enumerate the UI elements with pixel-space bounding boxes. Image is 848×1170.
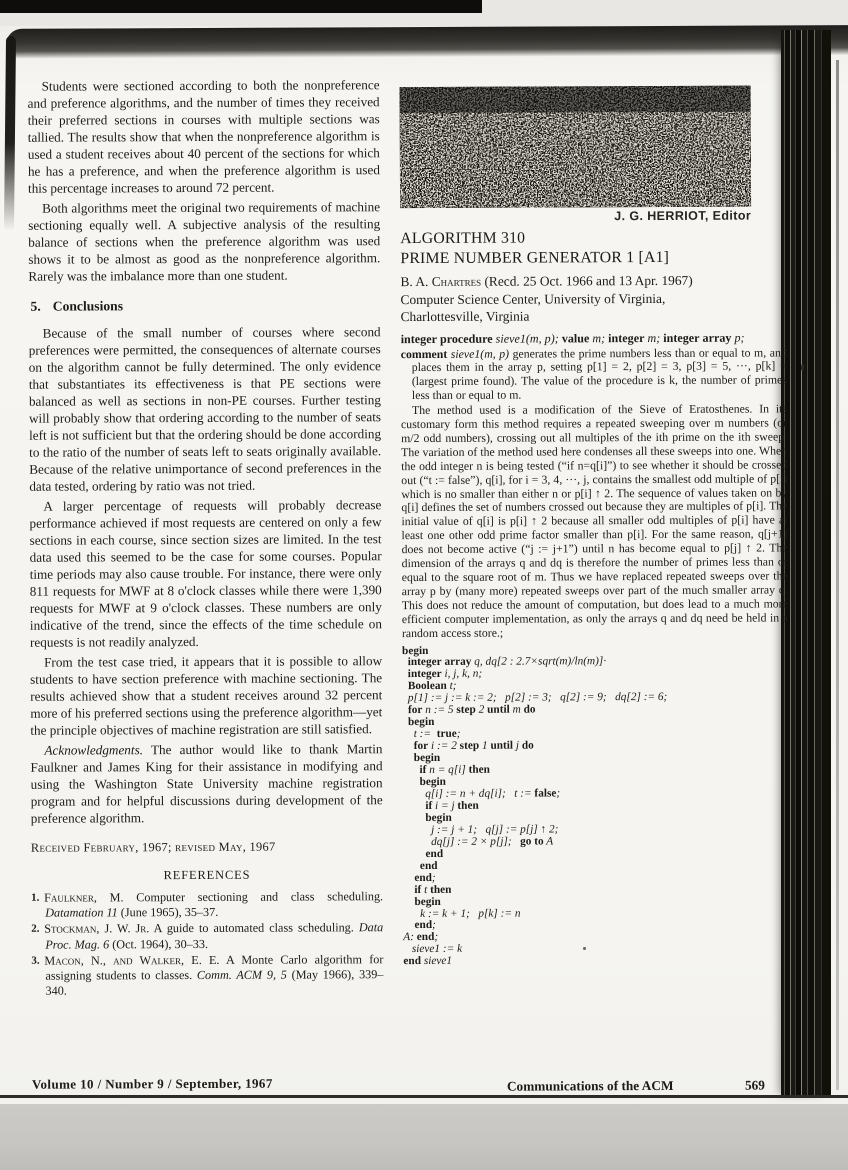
right-column	[400, 227, 789, 968]
scan-speck	[583, 947, 586, 950]
reference-pages: (May 1966), 339–340.	[45, 967, 384, 998]
author-name: B. A. Chartres	[400, 273, 482, 290]
footer-rule	[0, 1095, 848, 1098]
section-title: Conclusions	[52, 298, 124, 314]
paragraph: A larger percentage of requests will probably decrease performance achieved if most requests are centered on only a few sections in each course, since section sizes are limited. In the test data used this seemed to be the case for some courses. Popular time periods may also cause trouble. For instance, there were only 811 requests for MWF at 8 o'clock classes while there were 1,390 requests for MWF at 9 o'clock classes. These numbers are only indicative of the trend, since the effects of the time schedule on requests is not readily analyzed.	[29, 497, 382, 650]
procedure-declaration: integer procedure sieve1(m, p); value m; integer m; integer array p;	[400, 330, 745, 346]
section-number: 5.	[30, 298, 41, 314]
reference-pages: (June 1965), 35–37.	[117, 905, 219, 920]
reference-authors: Stockman, J. W. Jr.	[44, 921, 150, 937]
reference-journal: Data Proc. Mag. 6	[45, 920, 384, 952]
reference-title: A guide to automated class scheduling.	[149, 920, 359, 936]
received-line: Received February, 1967; revised May, 1967	[30, 839, 276, 855]
code-line: if n = q[i] then	[419, 763, 490, 777]
code-line: t := true;	[402, 728, 461, 741]
reference-authors: Macon, N., and Walker, E. E.	[44, 952, 220, 968]
author-received: (Recd. 25 Oct. 1966 and 13 Apr. 1967)	[481, 272, 693, 289]
code-line: k := k + 1; p[k] := n	[403, 907, 521, 920]
code-line: j := j + 1; q[j] := p[j] ↑ 2;	[402, 823, 559, 836]
editor-photo	[400, 86, 752, 209]
footer-journal-line	[507, 1078, 765, 1095]
journal-name: Communications of the ACM	[506, 1077, 674, 1094]
references-heading: REFERENCES	[163, 867, 251, 883]
code-line: end;	[414, 871, 436, 884]
reference-number: 2.	[31, 923, 40, 936]
paragraph: Both algorithms meet the original two requirements of machine sectioning equally well. A subjective analysis of the resulting balance of sections when the preference algorithm was used shows it to be almost as good as the nonpreference algorithm. Rarely was the imbalance more than one student.	[28, 199, 381, 284]
code-line: begin	[413, 752, 441, 765]
reference-number: 3.	[31, 954, 40, 967]
reference-journal: Comm. ACM 9, 5	[196, 967, 287, 983]
comment-procedure: sieve1(m, p)	[447, 346, 510, 361]
code-line: integer i, j, k, n;	[407, 668, 483, 681]
code-line: for i := 2 step 1 until j do	[413, 739, 534, 753]
code-line: p[1] := j := k := 2; p[2] := 3; q[2] := 9; dq[2] := 6;	[402, 691, 668, 705]
comment-body: generates the prime numbers less than or equal to m, and places them in the array p, setting p[1] = 2, p[2] = 3, p[3] = 5, ···, p[k] = (largest prime found). The value of the procedure is k, the number of primes less than or equal to m.	[411, 344, 787, 403]
code-line: for n := 5 step 2 until m do	[407, 703, 536, 717]
reference-authors: Faulkner, M.	[44, 890, 124, 905]
reference-title: A Monte Carlo algorithm for assigning students to classes.	[45, 951, 384, 983]
code-line: if t then	[414, 883, 452, 896]
reference-pages: (Oct. 1964), 30–33.	[109, 936, 209, 951]
code-line: begin	[407, 716, 435, 729]
halftone-noise	[400, 86, 752, 209]
reference-item	[31, 921, 383, 953]
acknowledgments-body: The author would like to thank Martin Faulkner and James King for their assistance in modifying and using the Washington State University machine registration program and for helpful discussions during development of the preference algorithm.	[30, 741, 383, 826]
paragraph: Students were sectioned according to both the nonpreference and preference algorithms, and the number of times they received their preferred sections in courses with multiple sections was tallied. The results show that when the nonpreference algorithm is used a student receives about 40 percent of the sections for which he has a preference, and when the preference algorithm is used this percentage increases to around 72 percent.	[27, 77, 380, 196]
algorithm-title: PRIME NUMBER GENERATOR 1 [A1]	[400, 248, 670, 268]
algorithm-number: ALGORITHM 310	[400, 229, 526, 248]
code-line: end	[419, 859, 438, 872]
comment-keyword: comment	[400, 346, 448, 361]
page-number: 569	[744, 1077, 765, 1093]
code-line: dq[j] := 2 × p[j]; go to A	[402, 835, 554, 848]
code-line: begin	[425, 811, 452, 824]
author-line	[400, 271, 786, 290]
affiliation-line: Charlottesville, Virginia	[400, 308, 530, 324]
comment-paragraph	[401, 346, 787, 403]
acknowledgments-lead: Acknowledgments.	[44, 742, 144, 758]
method-paragraph: The method used is a modification of the Sieve of Eratosthenes. In its customary form this method requires a repeated sweeping over m numbers (or m/2 odd numbers), crossing out all multiples of the ith prime on the ith sweep. The variation of the method used here condenses all these sweeps into one. When the odd integer n is being tested (“if n=q[i]”) to see whether it should be crossed out (“t := false”), q[i], for i = 3, 4, ···, j, contains the smallest odd multiple of p[i] which is no smaller than either n or p[i] ↑ 2. The sequence of values taken on by q[i] defines the set of numbers crossed out because they are multiples of p[i]. The initial value of q[i] is p[i] ↑ 2 because all smaller odd multiples of p[i] have at least one other odd prime factor smaller than p[i]. For the same reason, q[j+1] does not become active (“j := j+1”) until n has become equal to p[j] ↑ 2. The dimension of the arrays q and dq is therefore the number of primes less than or equal to the square root of m. Thus we have replaced repeated sweeps over the array p by (many more) repeated sweeps over part of the much smaller array q. This does not reduce the amount of computation, but does lead to a much more efficient computer implementation, as only the arrays q and dq need be held in a random access store.;	[401, 401, 788, 640]
section-heading-conclusions	[30, 296, 380, 315]
reference-item	[31, 889, 383, 921]
reference-number: 1.	[31, 891, 40, 904]
footer-volume-line: Volume 10 / Number 9 / September, 1967	[31, 1075, 273, 1092]
acknowledgments	[30, 740, 382, 827]
code-line: q[i] := n + dq[i]; t := false;	[402, 787, 561, 801]
code-line: if i = j then	[425, 799, 479, 812]
code-line: end	[425, 847, 444, 860]
code-line: A: end;	[403, 931, 439, 944]
reference-title: Computer sectioning and class scheduling.	[123, 889, 384, 905]
left-column	[28, 76, 384, 1000]
code-line: begin	[419, 775, 446, 789]
reference-item	[31, 952, 383, 999]
code-line: begin	[414, 895, 441, 908]
photo-caption: J. G. HERRIOT, Editor	[614, 208, 752, 224]
code-line: Boolean t;	[407, 680, 457, 693]
code-line: end;	[414, 919, 436, 932]
code-line: begin	[402, 644, 429, 657]
paragraph: Because of the small number of courses where second preferences were permitted, the consequences of alternate courses on the algorithm cannot be fully determined. The only evidence that substantiates its effectiveness is that PE sections were balanced as well as sections in non-PE courses. Further testing will probably show that ordering according to the number of seats left is not sufficient but that the ordering should be done according to the ratio of the number of seats left to seats originally available. Because of the relative unimportance of second preferences in the data tested, ordering by ratio was not tried.	[28, 324, 382, 494]
affiliation-line: Computer Science Center, University of Virginia,	[400, 290, 666, 307]
code-line: integer array q, dq[2 : 2.7×sqrt(m)/ln(m)]·	[407, 655, 607, 669]
reference-journal: Datamation 11	[45, 905, 118, 920]
code-line: end sieve1	[403, 955, 453, 968]
code-listing	[402, 644, 789, 968]
paragraph: From the test case tried, it appears that it is possible to allow students to have section preference with machine sectioning. The results achieved show that a student receives around 32 percent more of his preferred sections using the preference algorithm—yet the principle objectives of machine registration are still satisfied.	[30, 653, 383, 738]
code-line: sieve1 := k	[403, 943, 463, 956]
scan-speck	[801, 364, 804, 371]
